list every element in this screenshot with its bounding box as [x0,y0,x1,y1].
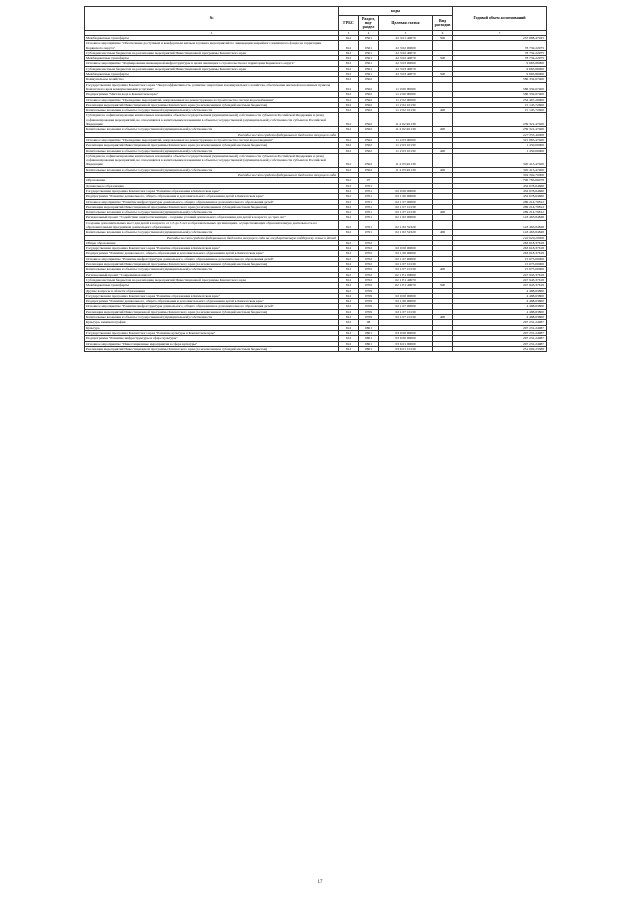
row-grbs-cell: 812 [339,277,359,282]
row-amount-cell: 432 678,64660 [453,183,547,188]
row-grbs-cell: 812 [339,240,359,245]
row-section-cell: 0701 [359,220,379,230]
row-name-cell: Культура [85,325,339,330]
row-grbs-cell: 812 [339,194,359,199]
row-section-cell: 0501 [359,41,379,51]
row-target-article-cell: 02 0 00 00000 [379,293,433,298]
row-amount-cell: 239 321,47400 [453,113,547,127]
row-grbs-cell: 812 [339,283,359,288]
row-expense-type-cell: 400 [433,127,453,132]
row-section-cell: 0502 [359,77,379,82]
row-section-cell: 0702 [359,267,379,272]
row-amount-cell: 297 231,24987 [453,336,547,341]
row-section-cell: 0801 [359,341,379,346]
row-grbs-cell: 812 [339,50,359,55]
row-name-cell: Субсидии местным бюджетам на реализацию мероприятий Инвестиционной программы Камчатского края [85,277,339,282]
row-name-cell: Межбюджетные трансферты [85,72,339,77]
row-section-cell: 0709 [359,304,379,309]
table-row [85,220,547,230]
row-name-cell: Создание дополнительных мест для детей в возрасте от 1,5 до 3 лет в образовательных организациях, осуществляющих образовательную деятельность по образовательным программам дошкольного образования [85,220,339,230]
row-amount-cell: 15 145,72600 [453,108,547,113]
row-section-cell: 0702 [359,262,379,267]
row-name-cell: Реализация мероприятий Инвестиционной программы Камчатского края (за исключением субсидий местным бюджетам) [85,346,339,351]
row-name-cell: Культура, кинематография [85,320,339,325]
row-name-cell: Другие вопросы в области образования [85,288,339,293]
header-codes: коды [339,7,453,16]
row-expense-type-cell [433,346,453,351]
row-target-article-cell: 22 3 03 40070 [379,72,433,77]
table-row [85,41,547,51]
row-grbs-cell: 812 [339,143,359,148]
row-section-cell: 0502 [359,82,379,92]
row-section-cell: 0801 [359,336,379,341]
row-target-article-cell: 11 2 02 R1130 [379,113,433,127]
row-target-article-cell: 02 1 07 00000 [379,304,433,309]
row-grbs-cell: 812 [339,215,359,220]
row-name-cell: Межбюджетные трансферты [85,36,339,41]
row-amount-cell: 15 675,00000 [453,262,547,267]
note-amount-cell: 227 355,40000 [453,132,547,137]
row-target-article-cell: 02 1 07 10130 [379,315,433,320]
row-expense-type-cell: 500 [433,56,453,61]
row-amount-cell: 432 678,64660 [453,194,547,199]
row-grbs-cell: 812 [339,66,359,71]
row-name-cell: Межбюджетные трансферты [85,283,339,288]
row-target-article-cell: 11 2 03 00000 [379,137,433,142]
row-amount-cell: 9 665,86000 [453,66,547,71]
row-name-cell: Реализация мероприятий Инвестиционной программы Камчатского края (за исключением субсидий местным бюджетам) [85,309,339,314]
row-amount-cell: 254 467,20000 [453,97,547,102]
row-target-article-cell: 02 0 00 00000 [379,188,433,193]
row-name-cell: Образование [85,178,339,183]
row-target-article-cell: 02 1 P2 00000 [379,215,433,220]
row-target-article-cell: 02 1 07 10130 [379,204,433,209]
header-annual-amount: Годовой объем ассигнований [453,7,547,31]
row-target-article-cell: 02 1 07 10130 [379,262,433,267]
row-grbs-cell: 812 [339,127,359,132]
column-number-cell: 2 [85,31,339,36]
header-expense-type: Вид расходов [433,16,453,31]
row-section-cell: 0502 [359,97,379,102]
row-target-article-cell: 02 1 00 00000 [379,299,433,304]
row-amount-cell: 586 332,67400 [453,77,547,82]
row-name-cell: Дошкольное образование [85,183,339,188]
row-section-cell: 0701 [359,215,379,220]
row-amount-cell: 9 665,86000 [453,72,547,77]
row-name-cell: Основное мероприятие "Проведение мероприятий, направленных на реконструкцию и строительство систем водоотведения" [85,137,339,142]
row-section-cell: 0709 [359,293,379,298]
row-grbs-cell: 812 [339,341,359,346]
row-amount-cell: 4 488,63800 [453,304,547,309]
row-target-article-cell: 22 3 03 00000 [379,61,433,66]
table-row [85,82,547,92]
row-grbs-cell: 812 [339,309,359,314]
row-target-article-cell: 11 2 02 R1130 [379,127,433,132]
row-grbs-cell: 812 [339,148,359,153]
row-amount-cell: 297 231,24987 [453,320,547,325]
row-section-cell: 0709 [359,299,379,304]
row-name-cell: Капитальные вложения в объекты государственной (муниципальной) собственности [85,230,339,235]
row-section-cell: 0501 [359,61,379,66]
row-section-cell: 0502 [359,92,379,97]
row-grbs-cell: 812 [339,299,359,304]
row-section-cell: 0701 [359,183,379,188]
row-amount-cell: 4 488,63800 [453,309,547,314]
row-name-cell: Субсидии на софинансирование капитальных вложений в объекты государственной (муниципальной) собственности субъектов Российской Федерации и (или) софинансирование мероприятий, не относящихся к капитальным вложениям в объекты государственной (муниципальной) собственности субъектов Российской Федерации [85,113,339,127]
row-name-cell: Реализация мероприятий Инвестиционной программы Камчатского края (за исключением субсидий местным бюджетам) [85,102,339,107]
row-amount-cell: 143 463,84848 [453,220,547,230]
row-section-cell: 0702 [359,240,379,245]
row-amount-cell: 320 415,47400 [453,153,547,167]
row-grbs-cell: 812 [339,72,359,77]
row-section-cell: 0702 [359,246,379,251]
row-amount-cell: 247 943,37618 [453,277,547,282]
row-section-cell: 0502 [359,143,379,148]
row-target-article-cell: 03 0 00 00000 [379,330,433,335]
row-grbs-cell: 812 [339,97,359,102]
table-row [85,153,547,167]
row-amount-cell: 289 214,79812 [453,199,547,204]
note-text-cell: Расходы за счет средств федерального бюджета текущего года на государственную поддержку семьи и детей [85,235,339,240]
row-section-cell: 0501 [359,56,379,61]
row-grbs-cell: 812 [339,210,359,215]
row-grbs-cell: 812 [339,102,359,107]
row-amount-cell: 4 488,63800 [453,293,547,298]
row-target-article-cell: 22 3 02 40070 [379,56,433,61]
row-target-article-cell: 02 1 07 00000 [379,256,433,261]
row-section-cell: 0709 [359,309,379,314]
row-grbs-cell: 812 [339,272,359,277]
row-target-article-cell: 02 1 07 10130 [379,267,433,272]
budget-table [84,6,547,352]
row-section-cell: 0501 [359,66,379,71]
row-target-article-cell: 02 1 07 00000 [379,199,433,204]
row-amount-cell: 15 145,72600 [453,102,547,107]
row-name-cell: Подпрограмма "Развитие дошкольного, общего образования и дополнительного образования детей в Камчатском крае" [85,194,339,199]
row-section-cell: 0702 [359,272,379,277]
row-grbs-cell: 812 [339,36,359,41]
row-grbs-cell: 812 [339,199,359,204]
row-target-article-cell: 03 6 01 10130 [379,346,433,351]
row-name-cell: Региональный проект "Современная школа" [85,272,339,277]
row-section-cell: 0702 [359,251,379,256]
row-expense-type-cell [433,113,453,127]
row-amount-cell: 143 463,84848 [453,230,547,235]
row-target-article-cell: 03 6 00 00000 [379,336,433,341]
row-name-cell: Капитальные вложения в объекты государственной (муниципальной) собственности [85,210,339,215]
row-grbs-cell: 812 [339,304,359,309]
row-grbs-cell: 812 [339,178,359,183]
row-section-cell: 0501 [359,50,379,55]
row-amount-cell: 263 618,37618 [453,251,547,256]
row-amount-cell: 4 488,63800 [453,315,547,320]
row-amount-cell: 297 231,24987 [453,330,547,335]
row-amount-cell: 263 618,37618 [453,240,547,245]
row-name-cell: Подпрограмма "Развитие инфраструктуры в сфере культуры" [85,336,339,341]
row-expense-type-cell [433,153,453,167]
row-target-article-cell: 02 1 07 10130 [379,309,433,314]
row-expense-type-cell: 400 [433,315,453,320]
row-name-cell: Субсидии местным бюджетам на реализацию мероприятий Инвестиционной программы Камчатского края [85,50,339,55]
row-amount-cell: 263 618,37618 [453,246,547,251]
row-expense-type-cell: 400 [433,267,453,272]
row-section-cell: 0502 [359,108,379,113]
row-target-article-cell: 22 3 03 40070 [379,66,433,71]
row-section-cell: 0702 [359,277,379,282]
row-grbs-cell: 812 [339,230,359,235]
row-name-cell: Капитальные вложения в объекты государственной (муниципальной) собственности [85,108,339,113]
row-name-cell: Государственная программа Камчатского края "Развитие культуры в Камчатском крае" [85,330,339,335]
row-amount-cell: 297 231,24987 [453,341,547,346]
row-name-cell: Основное мероприятие "Проведение мероприятий, направленных на реконструкцию и строительство систем водоснабжения" [85,97,339,102]
row-amount-cell: 247 943,37618 [453,283,547,288]
row-grbs-cell: 812 [339,77,359,82]
row-expense-type-cell: 400 [433,210,453,215]
row-target-article-cell: 11 2 03 R1130 [379,167,433,172]
row-grbs-cell: 812 [339,82,359,92]
row-section-cell: 0502 [359,148,379,153]
row-name-cell: Основное мероприятие "Развитие инфраструктуры дошкольного, общего образования и дополнительного образования детей" [85,304,339,309]
row-target-article-cell: 11 2 03 10130 [379,143,433,148]
column-number-cell: 4 [359,31,379,36]
row-amount-cell: 321 865,47400 [453,137,547,142]
row-name-cell: Региональный проект "Содействие занятости женщин - создание условий дошкольного образования для детей в возрасте до трех лет" [85,215,339,220]
row-grbs-cell: 812 [339,293,359,298]
row-name-cell: Государственная программа Камчатского края "Развитие образования в Камчатском крае" [85,188,339,193]
row-amount-cell: 143 463,84848 [453,215,547,220]
row-amount-cell: 247 943,37618 [453,272,547,277]
row-name-cell: Основное мероприятие "Обеспечение доступным и комфортным жильем в рамках мероприятий по ликвидации аварийного жилищного фонда на территории Корякского округа" [85,41,339,51]
row-section-cell: 0701 [359,204,379,209]
row-grbs-cell: 812 [339,256,359,261]
column-number-cell: 3 [339,31,359,36]
header-target-article: Целевая статья [379,16,433,31]
note-text-cell: Расходы за счет средств федерального бюджета текущего года [85,173,339,178]
row-section-cell: 0502 [359,167,379,172]
row-target-article-cell: 02 1 00 00000 [379,194,433,199]
row-amount-cell: 320 415,47400 [453,167,547,172]
row-amount-cell: 706 785,66078 [453,178,547,183]
column-number-cell: 7 [453,31,547,36]
row-grbs-cell: 812 [339,330,359,335]
row-name-cell: Государственная программа Камчатского края "Энергоэффективность, развитие энергетики и коммунального хозяйства, обеспечение жителей населенных пунктов Камчатского края коммунальными услугами" [85,82,339,92]
row-target-article-cell: 02 1 P2 52320 [379,230,433,235]
row-amount-cell: 4 488,63800 [453,288,547,293]
row-section-cell: 0701 [359,210,379,215]
row-name-cell: Подпрограмма "Развитие дошкольного, общего образования и дополнительного образования детей в Камчатском крае" [85,251,339,256]
row-grbs-cell: 812 [339,315,359,320]
row-section-cell: 0701 [359,188,379,193]
row-expense-type-cell: 400 [433,108,453,113]
row-amount-cell: 15 675,00000 [453,267,547,272]
row-name-cell: Коммунальное хозяйство [85,77,339,82]
table-row [85,113,547,127]
row-section-cell: 0502 [359,113,379,127]
row-grbs-cell: 812 [339,153,359,167]
row-section-cell: 0702 [359,256,379,261]
row-section-cell: 0502 [359,127,379,132]
table-body [85,31,547,352]
row-target-article-cell: 02 1 P2 52320 [379,220,433,230]
row-target-article-cell: 22 3 02 00000 [379,41,433,51]
row-target-article-cell: 22 3 01 40070 [379,36,433,41]
row-section-cell: 0502 [359,153,379,167]
row-grbs-cell: 812 [339,41,359,51]
budget-table-sheet [84,6,546,352]
row-grbs-cell: 812 [339,137,359,142]
row-name-cell: Субсидии местным бюджетам на реализацию мероприятий Инвестиционной программы Камчатского края [85,66,339,71]
row-expense-type-cell [433,41,453,51]
row-section-cell: 0501 [359,72,379,77]
header-section: Раздел, под-раздел [359,16,379,31]
row-grbs-cell: 812 [339,183,359,188]
row-name-cell: Капитальные вложения в объекты государственной (муниципальной) собственности [85,167,339,172]
header-grbs: ГРБС [339,16,359,31]
row-grbs-cell: 812 [339,246,359,251]
row-target-article-cell: 22 3 02 40070 [379,50,433,55]
row-target-article-cell: 02 1 00 00000 [379,251,433,256]
row-amount-cell: 1 450,00000 [453,143,547,148]
row-section-cell: 0801 [359,325,379,330]
row-name-cell: Реализация мероприятий Инвестиционной программы Камчатского края (за исключением субсидий местным бюджетам) [85,143,339,148]
row-grbs-cell: 812 [339,320,359,325]
row-name-cell: Подпрограмма "Развитие дошкольного, общего образования и дополнительного образования детей в Камчатском крае" [85,299,339,304]
row-amount-cell: 586 332,67400 [453,82,547,92]
row-target-article-cell: 02 1 E1 40070 [379,283,433,288]
row-amount-cell: 78 732,22975 [453,41,547,51]
row-amount-cell: 4 488,63800 [453,299,547,304]
row-section-cell: 0701 [359,199,379,204]
row-name-cell: Капитальные вложения в объекты государственной (муниципальной) собственности [85,315,339,320]
row-amount-cell: 1 450,00000 [453,148,547,153]
row-target-article-cell: 02 1 E1 00000 [379,272,433,277]
row-target-article-cell: 11 2 03 10130 [379,148,433,153]
note-text-cell: Расходы за счет средств федерального бюджета текущего года [85,132,339,137]
row-section-cell: 0702 [359,283,379,288]
row-expense-type-cell: 500 [433,36,453,41]
row-grbs-cell: 812 [339,251,359,256]
row-target-article-cell: 11 2 03 R1130 [379,153,433,167]
row-grbs-cell: 812 [339,113,359,127]
row-section-cell: 0801 [359,330,379,335]
row-grbs-cell: 812 [339,167,359,172]
row-amount-cell: 297 231,24987 [453,325,547,330]
row-name-cell: Капитальные вложения в объекты государственной (муниципальной) собственности [85,267,339,272]
row-target-article-cell: 03 6 01 00000 [379,341,433,346]
row-grbs-cell: 812 [339,336,359,341]
row-expense-type-cell: 400 [433,230,453,235]
row-section-cell: 0701 [359,230,379,235]
row-grbs-cell: 812 [339,288,359,293]
row-expense-type-cell: 500 [433,283,453,288]
row-name-cell: Подпрограмма "Чистая вода в Камчатском крае" [85,92,339,97]
row-section-cell: 0709 [359,288,379,293]
row-amount-cell: 289 214,79812 [453,210,547,215]
row-expense-type-cell [433,220,453,230]
row-expense-type-cell: 500 [433,72,453,77]
row-name-cell: Основное мероприятие "Формирование инженерной инфраструктуры в целях жилищного строительства на территории Корякского округа" [85,61,339,66]
row-name-cell: Основное мероприятие "Развитие инфраструктуры дошкольного, общего образования и дополнительного образования детей" [85,256,339,261]
row-expense-type-cell: 400 [433,148,453,153]
row-amount-cell: 432 678,64660 [453,188,547,193]
row-target-article-cell: 02 1 07 10130 [379,210,433,215]
row-target-article-cell: 11 0 00 00000 [379,82,433,92]
row-section-cell: 0501 [359,36,379,41]
row-target-article-cell: 02 0 00 00000 [379,246,433,251]
row-amount-cell: 237 898,47025 [453,36,547,41]
row-expense-type-cell: 400 [433,167,453,172]
row-name-cell: Общее образование [85,240,339,245]
row-section-cell: 0701 [359,194,379,199]
row-grbs-cell: 812 [339,188,359,193]
note-amount-cell: 304 394,70000 [453,173,547,178]
row-grbs-cell: 812 [339,56,359,61]
row-grbs-cell: 812 [339,92,359,97]
row-target-article-cell: 11 2 02 10130 [379,108,433,113]
row-grbs-cell: 812 [339,108,359,113]
row-amount-cell: 289 214,79812 [453,204,547,209]
header-number: № [85,7,339,31]
row-grbs-cell: 812 [339,204,359,209]
row-name-cell: Межбюджетные трансферты [85,56,339,61]
row-target-article-cell: 11 2 00 00000 [379,92,433,97]
row-amount-cell: 15 675,00000 [453,256,547,261]
row-grbs-cell: 812 [339,61,359,66]
row-name-cell: Государственная программа Камчатского края "Развитие образования в Камчатском крае" [85,246,339,251]
row-target-article-cell: 11 2 02 10130 [379,102,433,107]
row-amount-cell: 78 732,22975 [453,56,547,61]
row-name-cell: Государственная программа Камчатского края "Развитие образования в Камчатском крае" [85,293,339,298]
row-section-cell: 0709 [359,315,379,320]
row-grbs-cell: 812 [339,267,359,272]
row-amount-cell: 239 321,47400 [453,127,547,132]
note-amount-cell: 142 029,20000 [453,235,547,240]
row-name-cell: Капитальные вложения в объекты государственной (муниципальной) собственности [85,127,339,132]
table-row [85,346,547,351]
row-section-cell: 0801 [359,346,379,351]
row-section-cell: 07 [359,178,379,183]
row-expense-type-cell [433,82,453,92]
row-name-cell: Основное мероприятие "Инвестиционные мероприятия в сфере культуры" [85,341,339,346]
row-name-cell: Субсидии на софинансирование капитальных вложений в объекты государственной (муниципальной) собственности субъектов Российской Федерации и (или) софинансирование мероприятий, не относящихся к капитальным вложениям в объекты государственной (муниципальной) собственности субъектов Российской Федерации [85,153,339,167]
row-target-article-cell: 11 2 02 00000 [379,97,433,102]
row-section-cell: 0502 [359,137,379,142]
column-number-cell: 6 [433,31,453,36]
row-grbs-cell: 812 [339,325,359,330]
row-grbs-cell: 812 [339,220,359,230]
row-target-article-cell: 02 1 E1 40070 [379,277,433,282]
row-name-cell: Реализация мероприятий Инвестиционной программы Камчатского края (за исключением субсидий местным бюджетам) [85,204,339,209]
row-name-cell: Реализация мероприятий Инвестиционной программы Камчатского края (за исключением субсидий местным бюджетам) [85,262,339,267]
row-amount-cell: 78 732,22975 [453,50,547,55]
row-amount-cell: 586 332,67400 [453,92,547,97]
row-section-cell: 0502 [359,102,379,107]
row-amount-cell: 251 602,23389 [453,346,547,351]
row-grbs-cell: 812 [339,262,359,267]
row-name-cell: Капитальные вложения в объекты государственной (муниципальной) собственности [85,148,339,153]
page-number: 17 [317,880,323,885]
column-number-cell: 5 [379,31,433,36]
row-name-cell: Основное мероприятие "Развитие инфраструктуры дошкольного, общего образования и дополнительного образования детей" [85,199,339,204]
row-amount-cell: 9 665,86000 [453,61,547,66]
row-section-cell: 08 [359,320,379,325]
row-grbs-cell: 812 [339,346,359,351]
